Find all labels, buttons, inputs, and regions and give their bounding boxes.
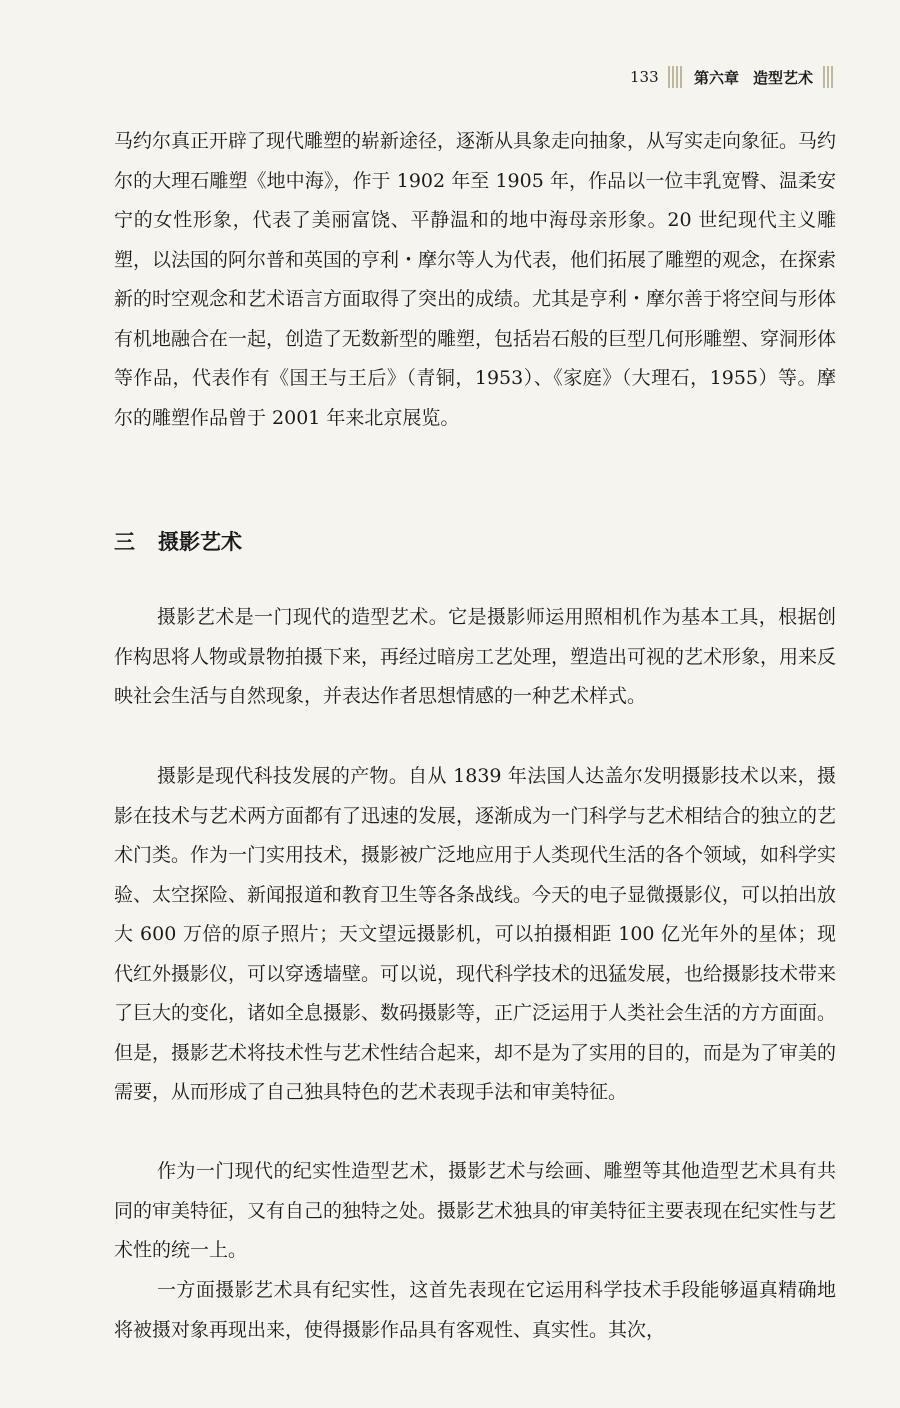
section-title: 摄影艺术 xyxy=(158,529,242,554)
paragraph-definition: 摄影艺术是一门现代的造型艺术。它是摄影师运用照相机作为基本工具，根据创作构思将人物或景物拍摄下来，再经过暗房工艺处理，塑造出可视的艺术形象，用来反映社会生活与自然现象，并表达作者思想情感的一种艺术样式。 xyxy=(114,606,837,707)
page-number: 133 xyxy=(630,68,659,86)
chapter-label: 第六章 xyxy=(694,68,740,87)
section-number: 三 xyxy=(114,529,135,554)
header-ornament xyxy=(668,66,684,88)
paragraph-aesthetics: 作为一门现代的纪实性造型艺术，摄影艺术与绘画、雕塑等其他造型艺术具有共同的审美特征，又有自己的独特之处。摄影艺术独具的审美特征主要表现在纪实性与艺术性的统一上。 xyxy=(114,1160,837,1261)
paragraph-maillol: 马约尔真正开辟了现代雕塑的崭新途径，逐渐从具象走向抽象，从写实走向象征。马约尔的大理石雕塑《地中海》，作于 1902 年至 1905 年，作品以一位丰乳宽臀、温柔安宁的女性形象，代表了美丽富饶、平静温和的地中海母亲形象。20 世纪现代主义雕塑，以法国的阿尔普和英国的亨利・摩尔等人为代表，他们拓展了雕塑的观念，在探索新的时空观念和艺术语言方面取得了突出的成绩。尤其是亨利・摩尔善于将空间与形体有机地融合在一起，创造了无数新型的雕塑，包括岩石般的巨型几何形雕塑、穿洞形体等作品，代表作有《国王与王后》（青铜，1953）、《家庭》（大理石，1955）等。摩尔的雕塑作品曾于 2001 年来北京展览。 xyxy=(114,130,837,429)
paragraph-documentary: 一方面摄影艺术具有纪实性，这首先表现在它运用科学技术手段能够逼真精确地将被摄对象再现出来，使得摄影作品具有客观性、真实性。其次， xyxy=(114,1279,836,1341)
chapter-title: 造型艺术 xyxy=(753,68,814,87)
section-heading xyxy=(114,526,242,556)
running-header xyxy=(630,64,850,90)
paragraph-history: 摄影是现代科技发展的产物。自从 1839 年法国人达盖尔发明摄影技术以来，摄影在技术与艺术两方面都有了迅速的发展，逐渐成为一门科学与艺术相结合的独立的艺术门类。作为一门实用技术，摄影被广泛地应用于人类现代生活的各个领域，如科学实验、太空探险、新闻报道和教育卫生等各条战线。今天的电子显微摄影仪，可以拍出放大 600 万倍的原子照片；天文望远摄影机，可以拍摄相距 100 亿光年外的星体；现代红外摄影仪，可以穿透墙壁。可以说，现代科学技术的迅猛发展，也给摄影技术带来了巨大的变化，诸如全息摄影、数码摄影等，正广泛运用于人类社会生活的方方面面。但是，摄影艺术将技术性与艺术性结合起来，却不是为了实用的目的，而是为了审美的需要，从而形成了自己独具特色的艺术表现手法和审美特征。 xyxy=(114,765,837,1103)
header-ornament-end xyxy=(823,66,833,88)
